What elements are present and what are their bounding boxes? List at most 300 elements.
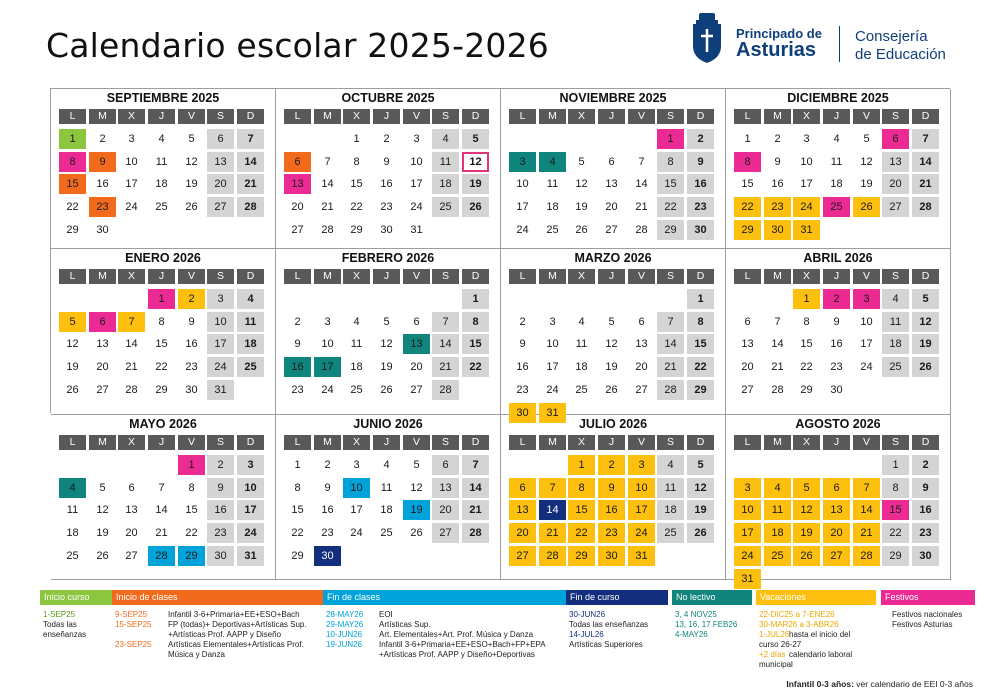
- day-cell: 16: [830, 338, 843, 351]
- weekday-header: M: [764, 435, 791, 450]
- weekday-header: S: [432, 269, 459, 284]
- weekday-header: S: [432, 435, 459, 450]
- weekday-header: M: [89, 435, 116, 450]
- day-cell: 30: [314, 546, 341, 566]
- day-cell: 26: [380, 383, 393, 396]
- asturias-shield-icon: [690, 12, 724, 64]
- day-cell: 16: [687, 174, 714, 194]
- logo-line2: Asturias: [736, 39, 817, 61]
- day-cell: 12: [185, 155, 198, 168]
- legend-text: +Artísticas Prof. AAPP y Diseño: [168, 630, 282, 639]
- month-3: [501, 89, 726, 249]
- day-cell: 9: [912, 478, 939, 498]
- day-cell: 4: [237, 289, 264, 309]
- day-cell: 25: [380, 527, 393, 540]
- day-cell: 13: [635, 338, 648, 351]
- day-cell: 29: [687, 380, 714, 400]
- day-cell: 5: [188, 133, 195, 145]
- day-cell: 23: [185, 361, 198, 374]
- legend-title: Fin de curso: [566, 590, 668, 605]
- day-cell: 10: [800, 155, 813, 168]
- weekday-header: M: [539, 435, 566, 450]
- day-cell: 11: [432, 152, 459, 172]
- legend-fin-clases: [323, 590, 566, 675]
- day-cell: 21: [462, 500, 489, 520]
- day-cell: 29: [178, 546, 205, 566]
- day-cell: 4: [539, 152, 566, 172]
- legend-text: Infantil 3-6+Primaria+EE+ESO+Bach+FP+EPA: [379, 640, 546, 649]
- day-cell: 14: [657, 334, 684, 354]
- day-cell: 14: [125, 338, 138, 351]
- day-cell: 4: [383, 459, 390, 471]
- weekday-header: D: [237, 109, 264, 124]
- day-cell: 31: [793, 220, 820, 240]
- day-cell: 7: [539, 478, 566, 498]
- day-cell: 23: [291, 383, 304, 396]
- day-cell: 21: [657, 357, 684, 377]
- day-cell: 15: [185, 504, 198, 517]
- weekday-header: D: [687, 269, 714, 284]
- day-cell: 2: [598, 455, 625, 475]
- day-cell: 28: [462, 523, 489, 543]
- day-cell: 30: [380, 223, 393, 236]
- day-cell: 17: [860, 338, 873, 351]
- footer-note: [786, 679, 973, 689]
- weekday-header: J: [823, 435, 850, 450]
- day-cell: 19: [687, 500, 714, 520]
- legend-title: Festivos: [881, 590, 975, 605]
- day-cell: 4: [764, 478, 791, 498]
- day-cell: 26: [462, 197, 489, 217]
- month-name: MARZO 2026: [574, 251, 652, 265]
- day-cell: 1: [657, 129, 684, 149]
- day-cell: 31: [410, 223, 423, 236]
- day-cell: 13: [741, 338, 754, 351]
- legend-text: Infantil 3-6+Primaria+EE+ESO+Bach: [168, 610, 300, 619]
- day-cell: 24: [734, 546, 761, 566]
- day-cell: 25: [764, 546, 791, 566]
- legend-text: Artísticas Elementales+Artísticas Prof.: [168, 640, 304, 649]
- day-cell: 23: [687, 197, 714, 217]
- day-cell: 1: [882, 455, 909, 475]
- day-cell: 16: [321, 504, 334, 517]
- day-cell: 7: [237, 129, 264, 149]
- day-cell: 18: [764, 523, 791, 543]
- weekday-header: V: [628, 435, 655, 450]
- day-cell: 1: [148, 289, 175, 309]
- day-cell: 22: [687, 357, 714, 377]
- day-cell: 21: [321, 201, 334, 214]
- day-cell: 11: [237, 312, 264, 332]
- day-cell: 3: [324, 315, 331, 328]
- day-cell: 26: [912, 357, 939, 377]
- month-name: SEPTIEMBRE 2025: [106, 91, 220, 105]
- day-cell: 8: [687, 312, 714, 332]
- month-1: [51, 89, 276, 249]
- legend-text: curso 26-27: [759, 640, 802, 649]
- day-cell: 29: [291, 549, 304, 562]
- day-cell: 6: [89, 312, 116, 332]
- day-cell: 8: [158, 315, 165, 328]
- day-cell: 11: [380, 481, 393, 494]
- weekday-header: L: [59, 269, 86, 284]
- day-cell: 4: [353, 315, 360, 328]
- day-cell: 8: [462, 312, 489, 332]
- legend-date: 13, 16, 17 FEB26: [675, 620, 738, 629]
- weekday-header: L: [59, 435, 86, 450]
- day-cell: 11: [657, 478, 684, 498]
- day-cell: 7: [158, 481, 165, 494]
- weekday-header: X: [343, 269, 370, 284]
- day-cell: 3: [207, 289, 234, 309]
- day-cell: 15: [59, 174, 86, 194]
- weekday-header: S: [207, 109, 234, 124]
- day-cell: 8: [803, 315, 810, 328]
- weekday-header: S: [432, 109, 459, 124]
- legend-date: Artísticas Superiores: [569, 640, 643, 649]
- day-cell: 22: [185, 527, 198, 540]
- day-cell: 13: [823, 500, 850, 520]
- weekday-header: D: [462, 109, 489, 124]
- day-cell: 28: [125, 383, 138, 396]
- day-cell: 9: [188, 315, 195, 328]
- weekday-header: D: [237, 269, 264, 284]
- day-cell: 2: [324, 459, 331, 471]
- day-cell: 6: [608, 155, 615, 168]
- day-cell: 2: [519, 315, 526, 328]
- legend-festivos: [881, 590, 975, 675]
- day-cell: 26: [185, 201, 198, 214]
- day-cell: 6: [284, 152, 311, 172]
- day-cell: 19: [793, 523, 820, 543]
- day-cell: 3: [734, 478, 761, 498]
- legend-date: 22-DIC25 a 7-ENE26: [759, 610, 835, 619]
- legend-text: EOI: [379, 610, 393, 619]
- day-cell: 27: [509, 546, 536, 566]
- day-cell: 20: [509, 523, 536, 543]
- day-cell: 17: [350, 504, 363, 517]
- day-cell: 29: [800, 383, 813, 396]
- day-cell: 15: [350, 178, 363, 191]
- day-cell: 9: [833, 315, 840, 328]
- day-cell: 19: [912, 334, 939, 354]
- weekday-header: X: [118, 269, 145, 284]
- day-cell: 17: [207, 334, 234, 354]
- day-cell: 26: [853, 197, 880, 217]
- weekday-header: S: [657, 109, 684, 124]
- legend-date: 10-JUN26: [326, 630, 363, 639]
- day-cell: 7: [324, 155, 331, 168]
- day-cell: 20: [207, 174, 234, 194]
- legend-text: Música y Danza: [168, 650, 225, 659]
- day-cell: 28: [771, 383, 784, 396]
- weekday-header: M: [314, 435, 341, 450]
- weekday-header: V: [178, 435, 205, 450]
- day-cell: 9: [598, 478, 625, 498]
- day-cell: 26: [793, 546, 820, 566]
- weekday-header: X: [568, 435, 595, 450]
- weekday-header: X: [343, 435, 370, 450]
- day-cell: 25: [66, 549, 79, 562]
- day-cell: 8: [734, 152, 761, 172]
- day-cell: 19: [462, 174, 489, 194]
- day-cell: 29: [734, 220, 761, 240]
- day-cell: 1: [687, 289, 714, 309]
- day-cell: 26: [66, 383, 79, 396]
- day-cell: 23: [516, 383, 529, 396]
- day-cell: 9: [687, 152, 714, 172]
- day-cell: 8: [568, 478, 595, 498]
- day-cell: 20: [741, 361, 754, 374]
- legend-date: 30-MAR26 a 3-ABR26: [759, 620, 839, 629]
- day-cell: 2: [383, 133, 390, 145]
- day-cell: 17: [314, 357, 341, 377]
- weekday-header: X: [118, 435, 145, 450]
- weekday-header: V: [178, 109, 205, 124]
- legend-title: Vacaciones: [756, 590, 876, 605]
- legend-title: No lectivo: [672, 590, 752, 605]
- legend-vacaciones: [756, 590, 876, 675]
- legend-fin-curso: [566, 590, 668, 675]
- legend-title: Fin de clases: [323, 590, 566, 605]
- weekday-header: X: [568, 109, 595, 124]
- day-cell: 9: [383, 155, 390, 168]
- day-cell: 12: [912, 312, 939, 332]
- day-cell: 27: [207, 197, 234, 217]
- day-cell: 17: [546, 361, 559, 374]
- day-cell: 14: [853, 500, 880, 520]
- weekday-header: X: [343, 109, 370, 124]
- day-cell: 25: [432, 197, 459, 217]
- day-cell: 10: [207, 312, 234, 332]
- weekday-header: V: [403, 435, 430, 450]
- day-cell: 3: [353, 459, 360, 471]
- day-cell: 2: [294, 315, 301, 328]
- weekday-header: J: [373, 269, 400, 284]
- legend-text: municipal: [759, 660, 793, 669]
- day-cell: 4: [59, 478, 86, 498]
- legend-date: 9-SEP25: [115, 610, 148, 619]
- day-cell: 1: [178, 455, 205, 475]
- day-cell: 25: [882, 357, 909, 377]
- day-cell: 13: [125, 504, 138, 517]
- asturias-logo: [690, 12, 965, 68]
- day-cell: 13: [432, 478, 459, 498]
- logo-dept1: Consejería: [855, 28, 928, 45]
- day-cell: 22: [350, 201, 363, 214]
- day-cell: 19: [575, 201, 588, 214]
- weekday-header: X: [568, 269, 595, 284]
- day-cell: 15: [291, 504, 304, 517]
- day-cell: 12: [96, 504, 109, 517]
- day-cell: 4: [882, 289, 909, 309]
- legend-date: 1-SEP25: [43, 610, 76, 619]
- day-cell: 8: [294, 481, 301, 494]
- day-cell: 20: [125, 527, 138, 540]
- day-cell: 16: [284, 357, 311, 377]
- day-cell: 14: [635, 178, 648, 191]
- day-cell: 6: [413, 315, 420, 328]
- day-cell: 24: [410, 201, 423, 214]
- day-cell: 24: [237, 523, 264, 543]
- day-cell: 21: [125, 361, 138, 374]
- day-cell: 22: [734, 197, 761, 217]
- day-cell: 27: [432, 523, 459, 543]
- day-cell: 29: [155, 383, 168, 396]
- legend-date: 4-MAY26: [675, 630, 708, 639]
- day-cell: 14: [462, 478, 489, 498]
- weekday-header: J: [148, 109, 175, 124]
- day-cell: 12: [605, 338, 618, 351]
- day-cell: 31: [628, 546, 655, 566]
- day-cell: 29: [66, 223, 79, 236]
- day-cell: 10: [734, 500, 761, 520]
- day-cell: 21: [432, 357, 459, 377]
- day-cell: 7: [118, 312, 145, 332]
- day-cell: 23: [764, 197, 791, 217]
- day-cell: 11: [575, 338, 588, 351]
- legend-date: 28-MAY26: [326, 610, 364, 619]
- day-cell: 21: [853, 523, 880, 543]
- day-cell: 28: [432, 380, 459, 400]
- day-cell: 11: [546, 178, 559, 191]
- day-cell: 27: [410, 383, 423, 396]
- weekday-header: L: [734, 109, 761, 124]
- day-cell: 22: [155, 361, 168, 374]
- day-cell: 24: [207, 357, 234, 377]
- day-cell: 14: [432, 334, 459, 354]
- weekday-header: D: [687, 435, 714, 450]
- day-cell: 19: [96, 527, 109, 540]
- day-cell: 6: [432, 455, 459, 475]
- day-cell: 18: [830, 178, 843, 191]
- day-cell: 21: [771, 361, 784, 374]
- day-cell: 5: [793, 478, 820, 498]
- day-cell: 23: [830, 361, 843, 374]
- day-cell: 22: [462, 357, 489, 377]
- day-cell: 16: [912, 500, 939, 520]
- day-cell: 3: [128, 133, 135, 145]
- day-cell: 9: [519, 338, 526, 351]
- day-cell: 15: [155, 338, 168, 351]
- day-cell: 27: [605, 223, 618, 236]
- day-cell: 16: [185, 338, 198, 351]
- month-name: ENERO 2026: [125, 251, 201, 265]
- day-cell: 27: [823, 546, 850, 566]
- day-cell: 13: [605, 178, 618, 191]
- day-cell: 6: [823, 478, 850, 498]
- day-cell: 13: [882, 152, 909, 172]
- day-cell: 26: [687, 523, 714, 543]
- legend-inicio-curso: [40, 590, 112, 675]
- day-cell: 8: [657, 152, 684, 172]
- day-cell: 28: [321, 223, 334, 236]
- day-cell: 20: [432, 500, 459, 520]
- day-cell: 21: [539, 523, 566, 543]
- day-cell: 9: [774, 155, 781, 168]
- day-cell: 23: [598, 523, 625, 543]
- day-cell: 31: [237, 546, 264, 566]
- day-cell: 27: [291, 223, 304, 236]
- day-cell: 6: [882, 129, 909, 149]
- legend-date: 1-JUL26: [759, 630, 790, 639]
- day-cell: 14: [912, 152, 939, 172]
- day-cell: 18: [546, 201, 559, 214]
- month-12: [726, 415, 951, 585]
- day-cell: 10: [343, 478, 370, 498]
- day-cell: 5: [99, 481, 106, 494]
- day-cell: 17: [410, 178, 423, 191]
- weekday-header: M: [89, 109, 116, 124]
- day-cell: 3: [237, 455, 264, 475]
- legend-text: Artísticas Sup.: [379, 620, 431, 629]
- day-cell: 14: [237, 152, 264, 172]
- weekday-header: V: [628, 269, 655, 284]
- day-cell: 8: [882, 478, 909, 498]
- weekday-header: V: [403, 109, 430, 124]
- weekday-header: S: [657, 435, 684, 450]
- weekday-header: S: [882, 269, 909, 284]
- day-cell: 13: [509, 500, 536, 520]
- weekday-header: M: [764, 109, 791, 124]
- weekday-header: S: [882, 435, 909, 450]
- day-cell: 2: [207, 455, 234, 475]
- day-cell: 19: [185, 178, 198, 191]
- day-cell: 31: [539, 403, 566, 423]
- day-cell: 1: [294, 459, 301, 471]
- weekday-header: J: [373, 109, 400, 124]
- day-cell: 15: [882, 500, 909, 520]
- day-cell: 7: [638, 155, 645, 168]
- day-cell: 24: [628, 523, 655, 543]
- day-cell: 1: [793, 289, 820, 309]
- weekday-header: D: [237, 435, 264, 450]
- day-cell: 28: [912, 197, 939, 217]
- day-cell: 25: [575, 383, 588, 396]
- weekday-header: S: [207, 435, 234, 450]
- day-cell: 9: [324, 481, 331, 494]
- day-cell: 11: [882, 312, 909, 332]
- legend-date: 14-JUL26: [569, 630, 604, 639]
- logo-dept2: de Educación: [855, 46, 946, 63]
- weekday-header: L: [284, 435, 311, 450]
- weekday-header: V: [178, 269, 205, 284]
- day-cell: 18: [350, 361, 363, 374]
- legend-text: Festivos nacionales: [892, 610, 963, 619]
- month-4: [726, 89, 951, 249]
- weekday-header: M: [314, 109, 341, 124]
- day-cell: 21: [237, 174, 264, 194]
- month-name: NOVIEMBRE 2025: [559, 91, 667, 105]
- day-cell: 2: [99, 133, 106, 145]
- day-cell: 18: [882, 334, 909, 354]
- day-cell: 20: [291, 201, 304, 214]
- day-cell: 4: [833, 133, 840, 145]
- month-5: [51, 249, 276, 415]
- footer-bold: Infantil 0-3 años:: [786, 679, 854, 689]
- day-cell: 27: [635, 383, 648, 396]
- legend-title: Inicio curso: [40, 590, 112, 605]
- day-cell: 12: [687, 478, 714, 498]
- legend-text: hasta el inicio del: [789, 630, 851, 639]
- weekday-header: X: [118, 109, 145, 124]
- month-name: JULIO 2026: [578, 417, 648, 431]
- day-cell: 27: [125, 549, 138, 562]
- day-cell: 30: [509, 403, 536, 423]
- weekday-header: L: [284, 269, 311, 284]
- day-cell: 2: [912, 455, 939, 475]
- day-cell: 24: [350, 527, 363, 540]
